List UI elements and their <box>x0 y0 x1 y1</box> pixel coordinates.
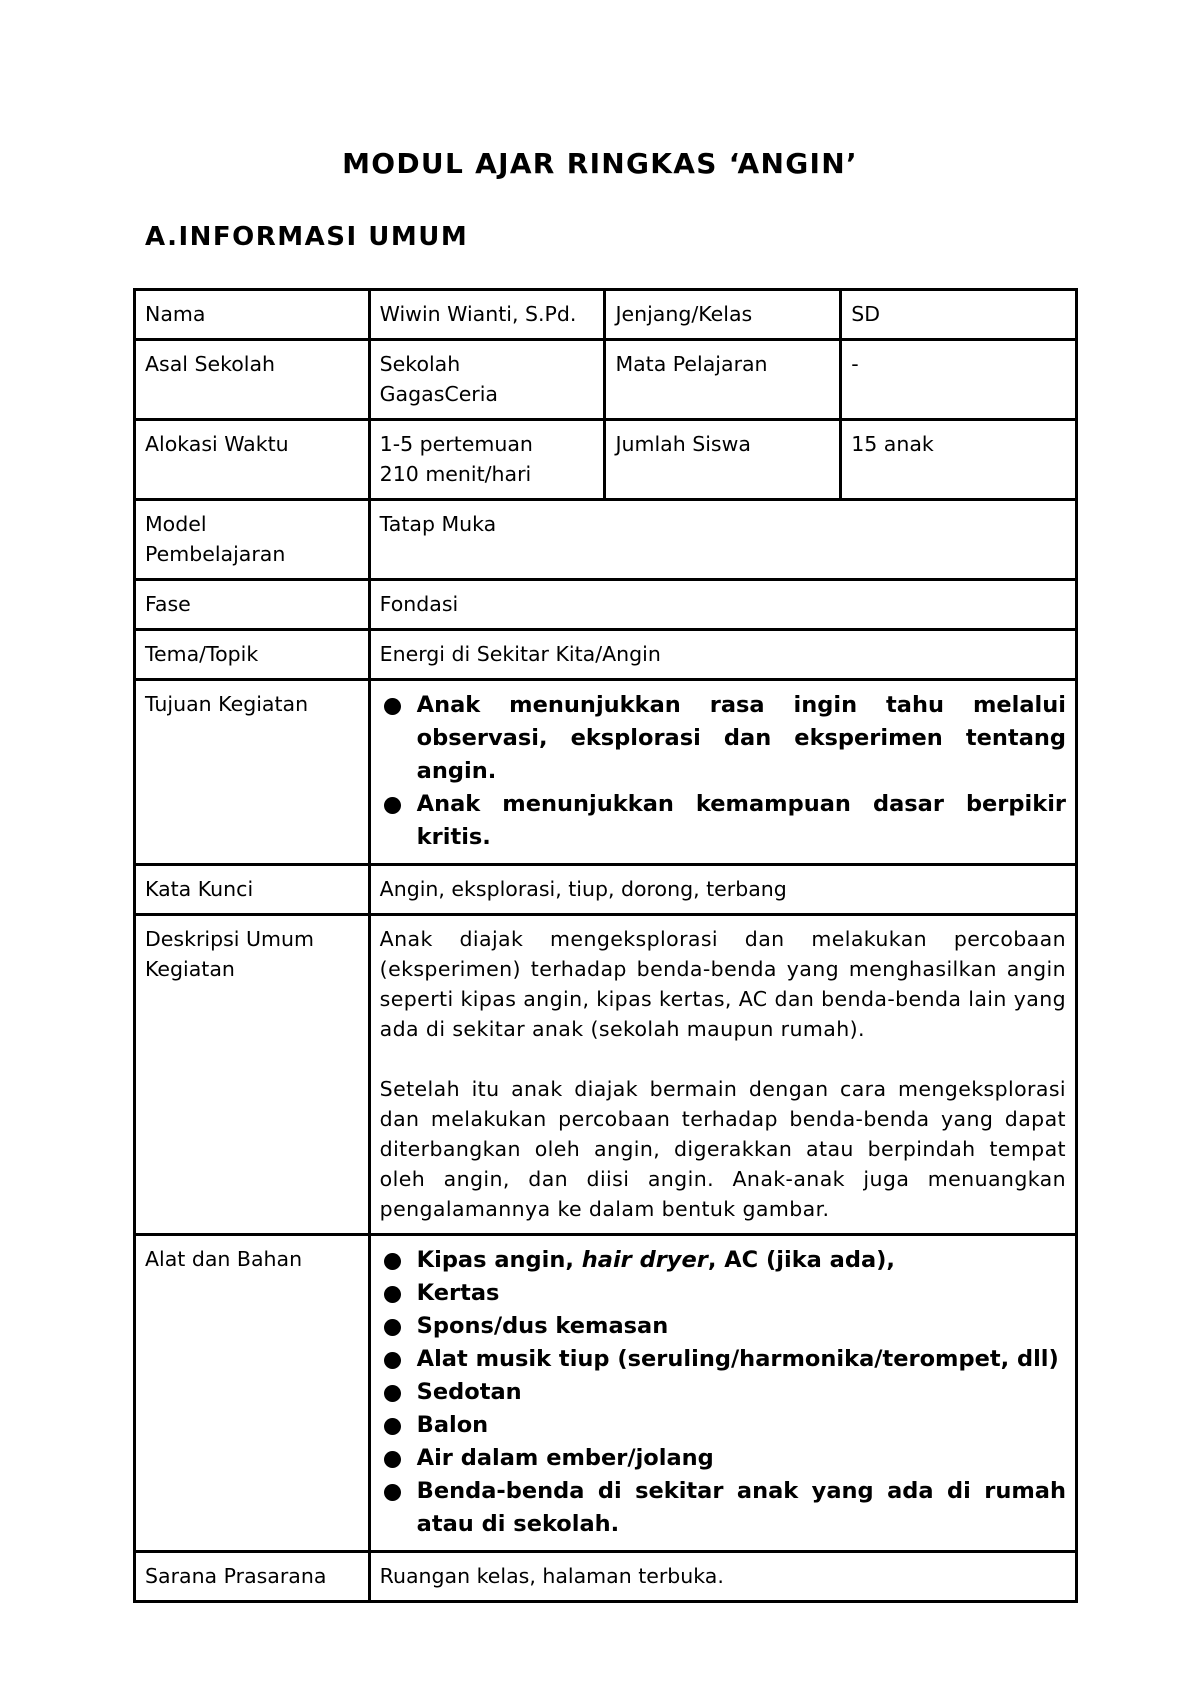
bullet-icon <box>384 797 401 814</box>
table-row <box>135 580 1077 630</box>
mapel-value: - <box>841 340 1077 420</box>
table-row <box>135 340 1077 420</box>
alat-list <box>380 1244 1066 1541</box>
list-item-text: Anak menunjukkan rasa ingin tahu melalui observasi, eksplorasi dan eksperimen tentang angin. <box>416 692 1066 784</box>
deskripsi-value <box>369 915 1076 1235</box>
asal-value-line: GagasCeria <box>379 382 498 406</box>
deskripsi-paragraph: Anak diajak mengeksplorasi dan melakukan percobaan (eksperimen) terhadap benda-benda yang menghasilkan angin seperti kipas angin, kipas kertas, AC dan benda-benda lain yang ada di sekitar anak (sekolah maupun rumah). <box>379 927 1066 1041</box>
mapel-label: Mata Pelajaran <box>605 340 841 420</box>
list-item-text: Benda-benda di sekitar anak yang ada di rumah atau di sekolah. <box>416 1478 1066 1537</box>
list-item-text: , AC (jika ada), <box>707 1247 895 1273</box>
jumlah-label: Jumlah Siswa <box>605 420 841 500</box>
alokasi-value <box>369 420 605 500</box>
list-item <box>380 1244 1066 1277</box>
tujuan-value <box>369 680 1076 865</box>
list-item-text: Alat musik tiup (seruling/harmonika/terompet, dll) <box>416 1346 1059 1372</box>
asal-value <box>369 340 605 420</box>
info-table <box>133 288 1078 1603</box>
jenjang-value: SD <box>841 290 1077 340</box>
jumlah-value: 15 anak <box>841 420 1077 500</box>
list-item-text: Spons/dus kemasan <box>416 1313 669 1339</box>
bullet-icon <box>384 698 401 715</box>
table-row <box>135 630 1077 680</box>
alokasi-value-line: 1-5 pertemuan <box>379 432 533 456</box>
document-title: MODUL AJAR RINGKAS ‘ANGIN’ <box>342 147 858 180</box>
list-item-text: Air dalam ember/jolang <box>416 1445 714 1471</box>
table-row <box>135 680 1077 865</box>
fase-label: Fase <box>135 580 370 630</box>
list-item-text: Balon <box>416 1412 489 1438</box>
tema-label: Tema/Topik <box>135 630 370 680</box>
nama-label: Nama <box>135 290 370 340</box>
list-item <box>380 1442 1066 1475</box>
model-label-line: Pembelajaran <box>145 542 286 566</box>
list-item <box>380 1310 1066 1343</box>
table-row <box>135 420 1077 500</box>
list-item <box>380 1409 1066 1442</box>
tujuan-label: Tujuan Kegiatan <box>135 680 370 865</box>
bullet-icon <box>384 1484 401 1501</box>
deskripsi-label-line: Kegiatan <box>145 957 235 981</box>
nama-value: Wiwin Wianti, S.Pd. <box>369 290 605 340</box>
tema-value: Energi di Sekitar Kita/Angin <box>369 630 1076 680</box>
fase-value: Fondasi <box>369 580 1076 630</box>
bullet-icon <box>384 1385 401 1402</box>
list-item <box>380 1277 1066 1310</box>
table-row <box>135 865 1077 915</box>
bullet-icon <box>384 1286 401 1303</box>
asal-label: Asal Sekolah <box>135 340 370 420</box>
list-item-text: Anak menunjukkan kemampuan dasar berpikir kritis. <box>416 791 1066 850</box>
model-label-line: Model <box>145 512 207 536</box>
alokasi-value-line: 210 menit/hari <box>379 462 532 486</box>
kata-kunci-label: Kata Kunci <box>135 865 370 915</box>
table-row <box>135 1235 1077 1552</box>
list-item-text: Sedotan <box>416 1379 522 1405</box>
table-row <box>135 500 1077 580</box>
alat-label: Alat dan Bahan <box>135 1235 370 1552</box>
list-item-italic-text: hair dryer <box>581 1247 708 1273</box>
bullet-icon <box>384 1253 401 1270</box>
asal-value-line: Sekolah <box>379 352 461 376</box>
alokasi-label: Alokasi Waktu <box>135 420 370 500</box>
section-heading: A.INFORMASI UMUM <box>145 222 469 252</box>
bullet-icon <box>384 1352 401 1369</box>
list-item <box>380 1475 1066 1541</box>
alat-value <box>369 1235 1076 1552</box>
sarana-label: Sarana Prasarana <box>135 1552 370 1602</box>
model-label <box>135 500 370 580</box>
sarana-value: Ruangan kelas, halaman terbuka. <box>369 1552 1076 1602</box>
list-item <box>380 1343 1066 1376</box>
list-item <box>380 689 1066 788</box>
jenjang-label: Jenjang/Kelas <box>605 290 841 340</box>
tujuan-list <box>380 689 1066 854</box>
bullet-icon <box>384 1451 401 1468</box>
bullet-icon <box>384 1418 401 1435</box>
bullet-icon <box>384 1319 401 1336</box>
table-row <box>135 290 1077 340</box>
list-item-text: Kertas <box>416 1280 500 1306</box>
model-value: Tatap Muka <box>369 500 1076 580</box>
table-row <box>135 1552 1077 1602</box>
table-row <box>135 915 1077 1235</box>
list-item <box>380 788 1066 854</box>
list-item-text: Kipas angin, <box>416 1247 582 1273</box>
kata-kunci-value: Angin, eksplorasi, tiup, dorong, terbang <box>369 865 1076 915</box>
list-item <box>380 1376 1066 1409</box>
deskripsi-paragraph: Setelah itu anak diajak bermain dengan cara mengeksplorasi dan melakukan percobaan terhadap benda-benda yang dapat diterbangkan oleh angin, digerakkan atau berpindah tempat oleh angin, dan diisi angin. Anak-anak juga menuangkan pengalamannya ke dalam bentuk gambar. <box>379 1077 1066 1221</box>
deskripsi-label <box>135 915 370 1235</box>
deskripsi-label-line: Deskripsi Umum <box>145 927 314 951</box>
